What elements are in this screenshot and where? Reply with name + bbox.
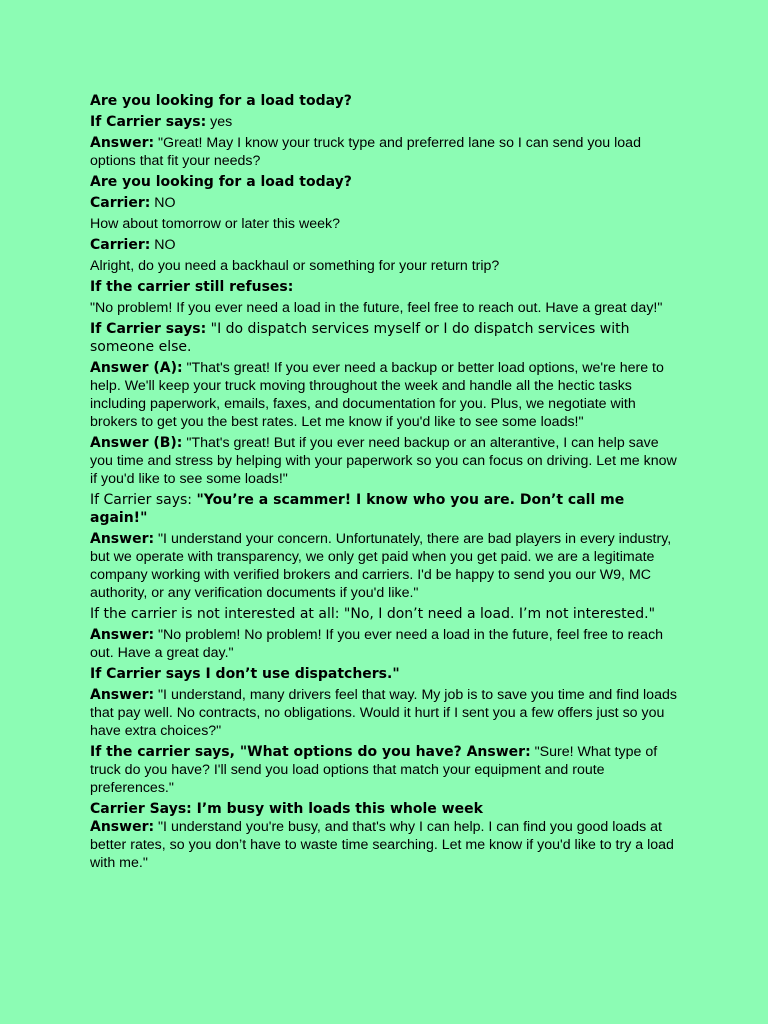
answer-paragraph — [90, 299, 682, 317]
answer-paragraph — [90, 626, 682, 662]
carrier-reply: "I do dispatch services myself or I do dispatch services with someone else. — [90, 321, 630, 355]
answer-label: Answer (A): — [90, 360, 183, 376]
question-text: Are you looking for a load today? — [90, 93, 352, 109]
section-heading — [90, 665, 682, 683]
answer-paragraph — [90, 530, 682, 602]
answer-text: "Sure! What type of truck do you have? I'll send you load options that match your equipment and route preferences." — [90, 744, 658, 796]
carrier-reply: yes — [206, 114, 233, 130]
carrier-reply-line — [90, 194, 682, 212]
answer-text: "That's great! If you ever need a backup or better load options, we're here to help. We'll keep your truck moving throughout the week and handle all the hectic tasks including paperwork, emails, faxes, and documentation for you. Plus, we negotiate with brokers to get you the best rates. Let me know if you'd like to see some loads!" — [90, 360, 664, 430]
document-body — [90, 92, 682, 875]
carrier-reply-line — [90, 320, 682, 356]
section-heading-text: If the carrier still refuses: — [90, 279, 294, 295]
answer-label: Answer: — [90, 531, 155, 547]
carrier-reply: NO — [150, 195, 176, 211]
answer-label: If the carrier says, "What options do you have? Answer: — [90, 744, 531, 760]
answer-text: "No problem! If you ever need a load in the future, feel free to reach out. Have a great day!" — [90, 300, 663, 316]
follow-up-line — [90, 257, 682, 275]
answer-label: Answer: — [90, 135, 155, 151]
section-heading-text: Carrier Says: I’m busy with loads this whole week — [90, 801, 483, 817]
carrier-label: If Carrier says: — [90, 114, 207, 130]
answer-text: "I understand your concern. Unfortunately, there are bad players in every industry, but we operate with transparency, we only get paid when you get paid. we are a legitimate company working with verified brokers and carriers. I'd be happy to send you our W9, MC authority, or any verification documents if you'd like." — [90, 531, 672, 601]
section-heading — [90, 800, 682, 818]
follow-up-line — [90, 215, 682, 233]
carrier-reply: NO — [150, 237, 176, 253]
carrier-label: If Carrier says: — [90, 321, 207, 337]
carrier-label: Carrier: — [90, 237, 151, 253]
follow-up-text: How about tomorrow or later this week? — [90, 216, 340, 232]
carrier-reply: If the carrier is not interested at all: "No, I don’t need a load. I’m not interested." — [90, 606, 656, 622]
answer-paragraph — [90, 359, 682, 431]
answer-text: "I understand you're busy, and that's why I can help. I can find you good loads at better rates, so you don’t have to waste time searching. Let me know if you'd like to try a load with me." — [90, 819, 674, 871]
answer-label: Answer: — [90, 687, 155, 703]
carrier-label: If Carrier says: — [90, 492, 197, 508]
question-heading — [90, 173, 682, 191]
answer-paragraph — [90, 743, 682, 797]
carrier-label: Carrier: — [90, 195, 151, 211]
question-heading — [90, 92, 682, 110]
carrier-reply-line — [90, 236, 682, 254]
carrier-reply-line — [90, 605, 682, 623]
carrier-reply-line — [90, 113, 682, 131]
follow-up-text: Alright, do you need a backhaul or something for your return trip? — [90, 258, 500, 274]
answer-text: "No problem! No problem! If you ever need a load in the future, feel free to reach out. Have a great day." — [90, 627, 664, 661]
section-heading-text: If Carrier says I don’t use dispatchers." — [90, 666, 400, 682]
answer-paragraph — [90, 818, 682, 872]
answer-paragraph — [90, 434, 682, 488]
answer-label: Answer: — [90, 627, 155, 643]
answer-label: Answer (B): — [90, 435, 183, 451]
answer-text: "That's great! But if you ever need backup or an alterantive, I can help save you time and stress by helping with your paperwork so you can focus on driving. Let me know if you'd like to see some loads!" — [90, 435, 677, 487]
answer-text: "I understand, many drivers feel that way. My job is to save you time and find loads that pay well. No contracts, no obligations. Would it hurt if I sent you a few offers just so you have extra choices?" — [90, 687, 677, 739]
question-text: Are you looking for a load today? — [90, 174, 352, 190]
answer-label: Answer: — [90, 819, 155, 835]
answer-paragraph — [90, 134, 682, 170]
section-heading — [90, 278, 682, 296]
answer-text: "Great! May I know your truck type and preferred lane so I can send you load options that fit your needs? — [90, 135, 641, 169]
carrier-reply-line — [90, 491, 682, 527]
answer-paragraph — [90, 686, 682, 740]
carrier-reply: "You’re a scammer! I know who you are. Don’t call me again!" — [90, 492, 625, 526]
